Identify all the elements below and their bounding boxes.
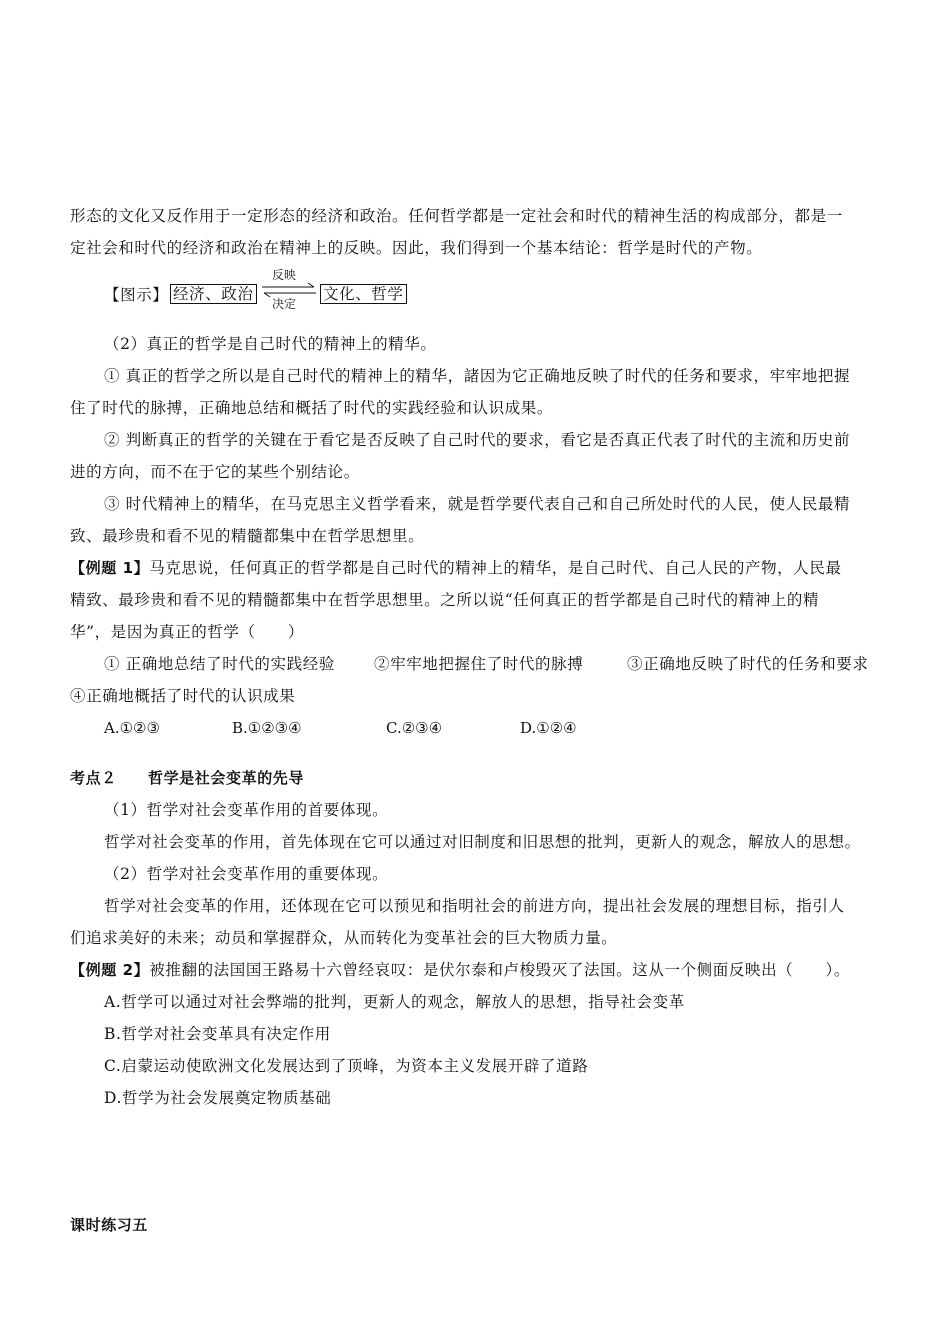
paragraph-line: 定社会和时代的经济和政治在精神上的反映。因此，我们得到一个基本结论：哲学是时代的产物。 (70, 239, 763, 257)
option-a: A.①②③ (104, 719, 160, 737)
option-a: A.哲学可以通过对社会弊端的批判，更新人的观念，解放人的思想，指导社会变革 (104, 993, 685, 1011)
paragraph-line: 哲学对社会变革的作用，还体现在它可以预见和指明社会的前进方向，提出社会发展的理想目标，指引人 (104, 897, 845, 915)
statement-2: ②牢牢地把握住了时代的脉搏 (374, 655, 584, 673)
paragraph-line: 华”，是因为真正的哲学（ ） (70, 623, 304, 641)
paragraph-line: 精致、最珍贵和看不见的精髓都集中在哲学思想里。之所以说“任何真正的哲学都是自己时代的精神上的精 (70, 591, 820, 609)
diagram-label: 【图示】 (104, 286, 169, 304)
diagram-arrows (258, 266, 320, 314)
reflect-label: 反映 (272, 268, 297, 282)
option-b: B.①②③④ (232, 719, 302, 737)
example1-text: 马克思说，任何真正的哲学都是自己时代的精神上的精华，是自己时代、自己人民的产物，人民最 (149, 559, 842, 577)
paragraph-line: ② 判断真正的哲学的关键在于看它是否反映了自己时代的要求，看它是否真正代表了时代的主流和历史前 (104, 431, 851, 449)
paragraph-line: 进的方向，而不在于它的某些个别结论。 (70, 463, 360, 481)
culture-philosophy-box: 文化、哲学 (320, 284, 407, 304)
option-d: D.哲学为社会发展奠定物质基础 (104, 1089, 332, 1107)
statement-1: ① 正确地总结了时代的实践经验 (104, 655, 335, 673)
footer-heading: 课时练习五 (70, 1216, 149, 1234)
diagram-left-box (170, 284, 257, 304)
paragraph-line: ③ 时代精神上的精华，在马克思主义哲学看来，就是哲学要代表自己和自己所处时代的人民，使人民最精 (104, 495, 851, 513)
economy-politics-box: 经济、政治 (170, 284, 257, 304)
statement-4: ④正确地概括了时代的认识成果 (70, 687, 296, 705)
option-b: B.哲学对社会变革具有决定作用 (104, 1025, 331, 1043)
paragraph-line: 致、最珍贵和看不见的精髓都集中在哲学思想里。 (70, 527, 425, 545)
section-heading: （2）真正的哲学是自己时代的精神上的精华。 (104, 335, 437, 353)
option-d: D.①②④ (520, 719, 577, 737)
kaodian2-title: 考点２ 哲学是社会变革的先导 (70, 769, 305, 787)
paragraph-line: 们追求美好的未来；动员和掌握群众，从而转化为变革社会的巨大物质力量。 (70, 929, 618, 947)
statement-3: ③正确地反映了时代的任务和要求 (627, 655, 869, 673)
example1-line1 (70, 558, 842, 578)
example1-title: 【例题 1】 (70, 559, 150, 577)
paragraph-line: 形态的文化又反作用于一定形态的经济和政治。任何哲学都是一定社会和时代的精神生活的构成部分，都是一 (70, 207, 843, 225)
paragraph-line: 哲学对社会变革的作用，首先体现在它可以通过对旧制度和旧思想的批判，更新人的观念，解放人的思想。 (104, 833, 861, 851)
example2-text: 被推翻的法国国王路易十六曾经哀叹：是伏尔泰和卢梭毁灭了法国。这从一个侧面反映出（ ）。 (149, 961, 850, 979)
example2-title: 【例题 2】 (70, 961, 150, 979)
paragraph-line: ① 真正的哲学之所以是自己时代的精神上的精华，諸因为它正确地反映了时代的任务和要求，牢牢地把握 (104, 367, 851, 385)
paragraph-line: 住了时代的脉搏，正确地总结和概括了时代的实践经验和认识成果。 (70, 399, 554, 417)
section-heading: （2）哲学对社会变革作用的重要体现。 (104, 865, 389, 883)
option-c: C.启蒙运动使欧洲文化发展达到了顶峰，为资本主义发展开辟了道路 (104, 1057, 589, 1075)
decide-label: 决定 (272, 297, 297, 311)
example2-line (70, 960, 850, 980)
section-heading: （1）哲学对社会变革作用的首要体现。 (104, 801, 389, 819)
option-c: C.②③④ (386, 719, 443, 737)
diagram-right-box (320, 284, 407, 304)
